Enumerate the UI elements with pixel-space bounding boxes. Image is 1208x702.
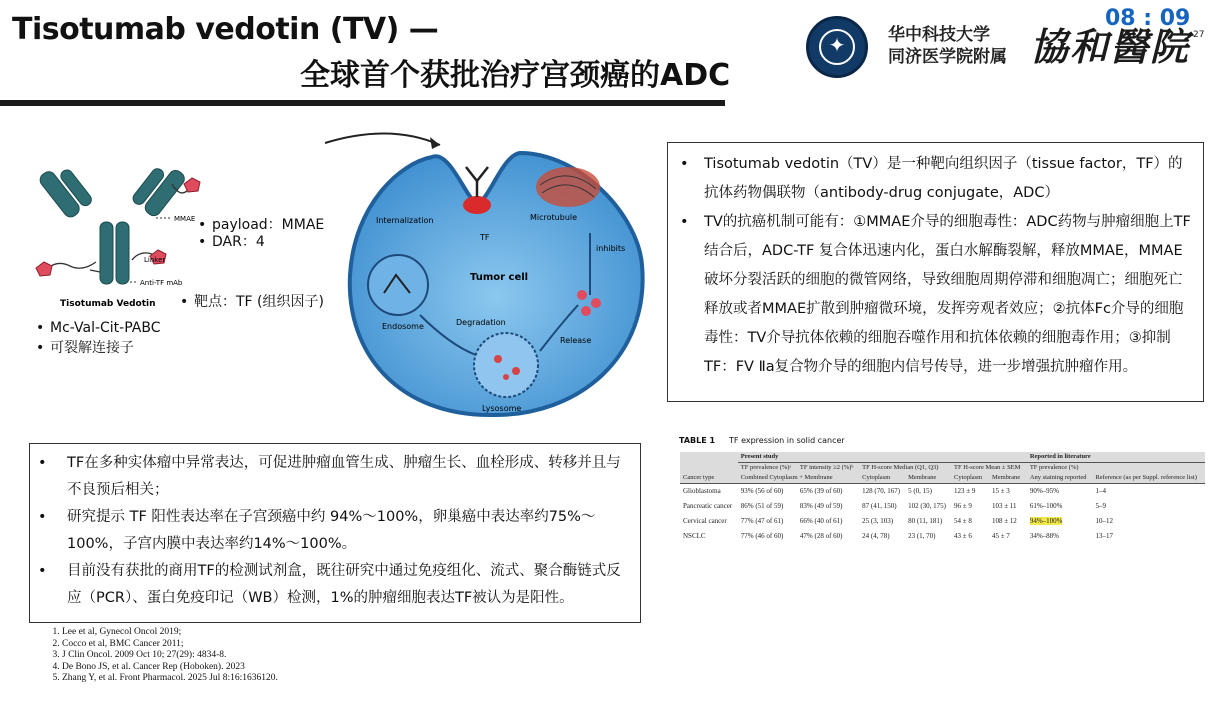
group-present-study: Present study [738, 452, 1027, 463]
seal-emblem-icon: ✦ [828, 33, 846, 57]
dar-item: • DAR：4 [198, 234, 265, 250]
dar-text: DAR：4 [212, 234, 265, 250]
table-cell-med-m: 102 (30, 175) [908, 502, 946, 510]
antibody-fc-left [100, 222, 113, 284]
table-cell-lit: 90%–95% [1027, 484, 1093, 500]
header-membrane-2: Membrane [991, 474, 1021, 481]
payload-item: • payload：MMAE [198, 217, 325, 233]
table-cell-ref: 1–4 [1092, 484, 1205, 500]
table-cell-int: 65% (39 of 60) [797, 484, 859, 500]
linker-desc-item: • 可裂解连接子 [36, 340, 134, 356]
reference-item: 5. Zhang Y, et al. Front Pharmacol. 2025 Jul 8:16:1636120. [62, 673, 278, 685]
highlighted-value: 94%–100% [1029, 517, 1063, 525]
reference-item: 1. Lee et al, Gynecol Oncol 2019; [62, 627, 278, 639]
table-cell-med-m: 23 (1, 70) [908, 532, 936, 540]
title-line-1: Tisotumab vedotin (TV) — [12, 12, 439, 47]
table-cell-mean-m: 103 ± 11 [991, 502, 1017, 510]
mechanism-bullet-2: • TV的抗癌机制可能有：①MMAE介导的细胞毒性：ADC药物与肿瘤细胞上TF 结合后，ADC-TF 复合体迅速内化，蛋白水解酶裂解，释放MMAE，MMAE破坏分裂活跃的细胞的微管网络，导致细胞周期停滞和细胞凋亡；细胞死亡释放或者MMAE扩散到肿瘤微环境，发挥旁观者效应；②抗体Fc介导的细胞毒性：TV介导抗体依赖的细胞吞噬作用和抗体依赖的细胞毒作用；③抑制TF：FV Ⅱa复合物介导的细胞内信号传导，进一步增强抗肿瘤作用。 [668, 208, 1193, 382]
tumor-cell-label: Tumor cell [470, 272, 529, 283]
tf-bullet-2: • 研究提示 TF 阳性表达率在子宫颈癌中约 94%～100%，卵巢癌中表达率约75%～100%，子宫内膜中表达率约14%～100%。 [30, 504, 632, 558]
table-cell-int: 83% (49 of 59) [799, 502, 843, 510]
lysosome-label: Lysosome [482, 404, 522, 413]
adc-properties [198, 217, 324, 251]
mmae-payload-left [36, 262, 52, 276]
header-intensity: TF intensity ≥2 (%)ᵇ [799, 464, 854, 471]
header-hscore-mean: TF H-score Mean ± SEM [954, 464, 1021, 471]
table-cell-prev: 93% (56 of 60) [738, 484, 797, 500]
table-cell-type: Cervical cancer [683, 517, 727, 525]
payload-text: payload：MMAE [212, 217, 325, 233]
table-cell-prev: 77% (46 of 60) [740, 532, 784, 540]
header-any-staining: Any staining reported [1029, 474, 1087, 481]
table-cell-mean-c: 54 ± 8 [954, 517, 972, 525]
header-cytoplasm: Cytoplasm [862, 474, 891, 481]
header-cancer-type: Cancer type [683, 474, 715, 481]
tf-label: TF [480, 233, 490, 242]
table-cell-ref: 5–9 [1095, 502, 1106, 510]
tf-expression-text-box [29, 443, 641, 623]
arrow-into-cell-icon [325, 133, 440, 145]
table-cell-prev: 86% (51 of 59) [740, 502, 784, 510]
presentation-timer: 08 : 09 [1105, 6, 1191, 31]
table-cell-type: Glioblastoma [680, 484, 738, 500]
table-cell-mean-c: 43 ± 6 [954, 532, 972, 540]
reference-item: 3. J Clin Oncol. 2009 Oct 10; 27(29): 4834-8. [62, 650, 278, 662]
linker-type-item: • Mc-Val-Cit-PABC [36, 320, 161, 336]
header-reference: Reference (as per Suppl. reference list) [1095, 474, 1197, 481]
table-cell-int: 47% (28 of 60) [799, 532, 843, 540]
antibody-heavy-chain-left [37, 160, 93, 220]
references-list [44, 627, 278, 685]
mechanism-text-box [667, 142, 1204, 402]
table-row [680, 484, 1205, 500]
anti-tf-mab-label: Anti-TF mAb [140, 279, 183, 287]
table-cell-ref: 10–12 [1095, 517, 1113, 525]
table-cell-mean-m: 15 ± 3 [989, 484, 1027, 500]
table-cell-type: NSCLC [683, 532, 706, 540]
header-membrane: Membrane [908, 474, 937, 481]
tf-bullet-1: • TF在多种实体瘤中异常表达，可促进肿瘤血管生成、肿瘤生长、血栓形成、转移并且与不良预后相关； [30, 450, 632, 504]
table-row [680, 514, 1205, 529]
target-item: • 靶点：TF (组织因子) [180, 294, 324, 310]
mechanism-bullet-1: • Tisotumab vedotin（TV）是一种靶向组织因子（tissue factor，TF）的抗体药物偶联物（antibody-drug conjugate，ADC） [668, 150, 1193, 208]
table-row [680, 529, 1205, 544]
table-cell-med-c: 87 (41, 150) [862, 502, 897, 510]
header-lit-prevalence: TF prevalence (%) [1029, 464, 1079, 471]
internalization-label: Internalization [376, 216, 434, 225]
table-cell-lit: 61%–100% [1029, 502, 1063, 510]
tf-bullet-3: • 目前没有获批的商用TF的检测试剂盒，既往研究中通过免疫组化、流式、聚合酶链式反应（PCR）、蛋白免疫印记（WB）检测，1%的肿瘤细胞表达TF被认为是阳性。 [30, 558, 632, 612]
table-cell-int: 66% (40 of 61) [799, 517, 843, 525]
title-underline [0, 100, 725, 106]
header-cytoplasm-2: Cytoplasm [954, 474, 983, 481]
hospital-calligraphy-logo: 協和醫院 [1030, 24, 1191, 69]
table-caption [679, 436, 845, 445]
header-combined: Combined Cytoplasm + Membrane [740, 474, 833, 481]
institution-line-2: 同济医学院附属 [888, 47, 1007, 67]
group-literature: Reported in literature [1027, 452, 1205, 463]
linker-label: Linker [144, 256, 166, 264]
table-cell-prev: 77% (47 of 61) [740, 517, 784, 525]
inhibits-label: inhibits [596, 244, 626, 253]
endosome-icon [368, 255, 428, 315]
header-hscore-median: TF H-score Median (Q1, Q3) [862, 464, 939, 471]
table-cell-med-c: 128 (70, 167) [859, 484, 905, 500]
table-cell-mean-c: 96 ± 9 [954, 502, 972, 510]
table-title: TF expression in solid cancer [729, 436, 845, 445]
degradation-label: Degradation [456, 318, 506, 327]
table-cell-mean-c: 123 ± 9 [951, 484, 989, 500]
tf-receptor [463, 196, 491, 214]
table-label: TABLE 1 [679, 436, 716, 445]
tf-expression-table [680, 452, 1205, 544]
table-cell-med-m: 80 (11, 181) [908, 517, 943, 525]
linker-properties [36, 318, 160, 358]
table-cell-type: Pancreatic cancer [683, 502, 733, 510]
header-prevalence: TF prevalence (%)ᵃ [740, 464, 792, 471]
release-label: Release [560, 336, 592, 345]
table-cell-mean-m: 108 ± 12 [991, 517, 1017, 525]
reference-item: 4. De Bono JS, et al. Cancer Rep (Hoboken). 2023 [62, 662, 278, 674]
page-number: 27 [1193, 30, 1205, 40]
linker-desc-text: 可裂解连接子 [50, 340, 134, 356]
table-cell-med-c: 25 (3, 103) [862, 517, 894, 525]
mechanism-of-action-diagram [320, 125, 665, 425]
linker-chain-left [48, 262, 96, 268]
microtubule-icon [536, 167, 600, 207]
linker-type-text: Mc-Val-Cit-PABC [50, 320, 161, 336]
table-cell-mean-m: 45 ± 7 [991, 532, 1010, 540]
table-cell-med-c: 24 (4, 78) [862, 532, 890, 540]
institution-line-1: 华中科技大学 [888, 25, 990, 45]
lysosome-icon [474, 333, 538, 397]
table-cell-ref: 13–17 [1095, 532, 1113, 540]
mmae-payload-top [184, 178, 200, 192]
table-row [680, 499, 1205, 514]
antibody-heavy-chain-right [131, 158, 187, 218]
tisotumab-vedotin-label: Tisotumab Vedotin [60, 299, 156, 309]
hospital-seal-logo [806, 16, 868, 78]
table-cell-med-m: 5 (0, 15) [905, 484, 951, 500]
table-cell-lit [1027, 514, 1093, 529]
table-cell-lit: 34%–88% [1029, 532, 1059, 540]
institution-name [888, 24, 1007, 68]
antibody-fc-right [116, 222, 129, 284]
target-text: 靶点：TF (组织因子) [194, 294, 324, 310]
mmae-label: MMAE [174, 215, 196, 223]
microtubule-label: Microtubule [530, 213, 578, 222]
endosome-label: Endosome [382, 322, 424, 331]
reference-item: 2. Cocco et al, BMC Cancer 2011; [62, 639, 278, 651]
title-line-2: 全球首个获批治疗宫颈癌的ADC [300, 58, 731, 93]
